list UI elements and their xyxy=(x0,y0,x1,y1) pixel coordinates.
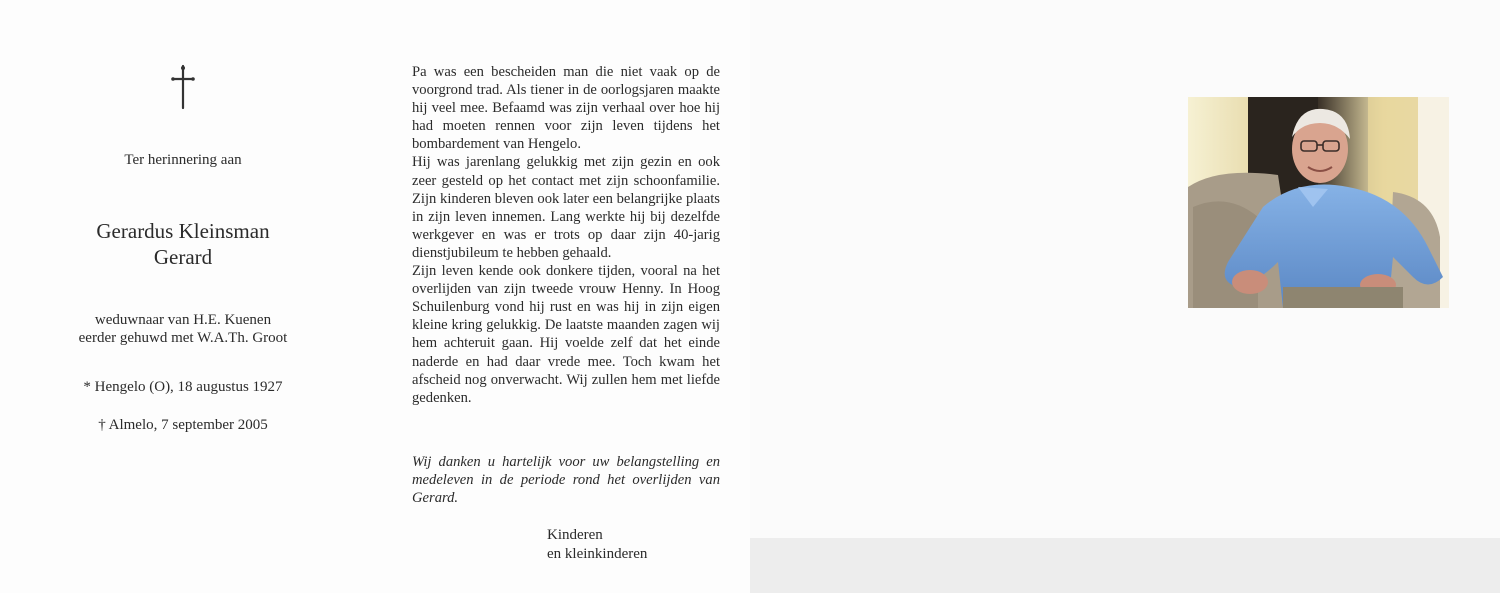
latin-cross-icon xyxy=(170,64,196,110)
previously-married-line: eerder gehuwd met W.A.Th. Groot xyxy=(78,330,288,346)
remembrance-heading: Ter herinnering aan xyxy=(124,152,242,168)
marital-info xyxy=(60,311,306,347)
widow-of-line: weduwnaar van H.E. Kuenen xyxy=(94,312,272,328)
signature-line: en kleinkinderen xyxy=(547,546,648,562)
portrait-photo xyxy=(1188,97,1449,308)
memorial-paragraph: Hij was jarenlang gelukkig met zijn gezin en ook zeer gesteld op het contact met zijn schoonfamilie. Zijn kinderen bleven ook later een belangrijke plaats in zijn leven innemen. Lang werkte hij bij dezelfde werkgever en was er trots op daar zijn 40-jarig dienstjubileum te hebben gehaald. xyxy=(412,154,720,261)
memorial-paragraph: Zijn leven kende ook donkere tijden, vooral na het overlijden van zijn tweede vrouw Henny. In Hoog Schuilenburg vond hij rust en was hij in zijn eigen kleine kring gelukkig. De laatste maanden zagen wij hem achteruit gaan. Hij voelde zelf dat het einde naderde en had daar vrede mee. Toch kwam het afscheid nog onverwacht. Wij zullen hem met liefde gedenken. xyxy=(412,263,720,406)
call-name: Gerard xyxy=(153,245,213,269)
birth-line: * Hengelo (O), 18 augustus 1927 xyxy=(83,379,283,395)
deceased-name-block xyxy=(80,218,286,270)
signature-line: Kinderen xyxy=(547,527,603,543)
signature xyxy=(547,526,697,564)
thanks-text: Wij danken u hartelijk voor uw belangstelling en medeleven in de periode rond het overlijden van Gerard. xyxy=(412,454,720,507)
full-name: Gerardus Kleinsman xyxy=(96,219,270,243)
memorial-paragraph: Pa was een bescheiden man die niet vaak op de voorgrond trad. Als tiener in de oorlogsjaren maakte hij veel mee. Befaamd was zijn verhaal over hoe hij had moeten rennen voor zijn leven tijdens het bombardement van Hengelo. xyxy=(412,64,720,153)
death-line: † Almelo, 7 september 2005 xyxy=(98,417,268,433)
memorial-text xyxy=(412,63,720,407)
scan-shadow-strip xyxy=(750,538,1500,593)
portrait-illustration xyxy=(1188,97,1449,308)
